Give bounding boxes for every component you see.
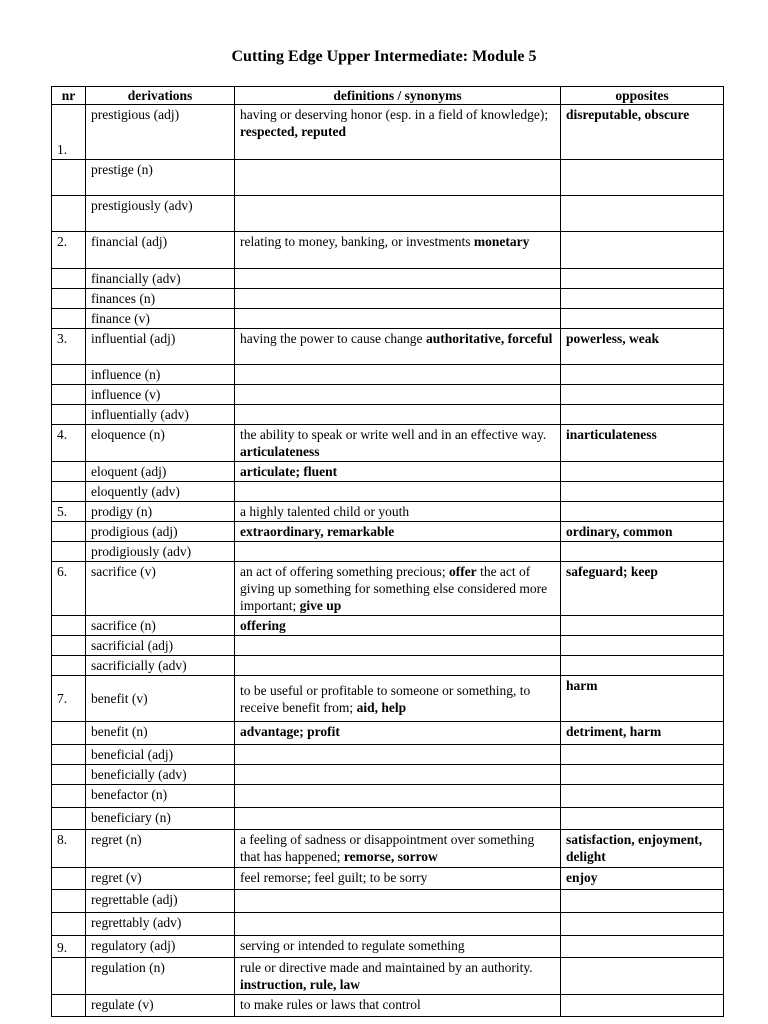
table-row [52, 830, 724, 868]
row-number [52, 958, 86, 995]
opposites-cell [561, 462, 724, 482]
opposites-cell [561, 745, 724, 765]
derivation-cell: regulatory (adj) [86, 936, 235, 958]
definition-cell [235, 936, 561, 958]
definition-cell [235, 913, 561, 936]
definition-cell [235, 365, 561, 385]
table-row [52, 502, 724, 522]
row-number [52, 722, 86, 745]
row-number: 8. [52, 830, 86, 868]
table-row [52, 385, 724, 405]
definition-cell [235, 616, 561, 636]
definition-cell [235, 745, 561, 765]
synonyms-text: instruction, rule, law [240, 977, 360, 992]
definition-text: to make rules or laws that control [240, 997, 421, 1012]
derivation-cell: prestigiously (adv) [86, 196, 235, 232]
row-number [52, 868, 86, 890]
derivation-cell: benefit (v) [86, 676, 235, 722]
opposites-cell [561, 995, 724, 1017]
definition-cell [235, 385, 561, 405]
table-row [52, 676, 724, 722]
synonyms-text: offering [240, 618, 286, 633]
opposites-cell: safeguard; keep [561, 562, 724, 616]
definition-text: feel remorse; feel guilt; to be sorry [240, 870, 428, 885]
table-row [52, 785, 724, 808]
synonyms-text: monetary [473, 234, 530, 249]
row-number: 4. [52, 425, 86, 462]
row-number [52, 482, 86, 502]
derivation-cell: finance (v) [86, 309, 235, 329]
derivation-cell: regrettable (adj) [86, 890, 235, 913]
definition-cell [235, 868, 561, 890]
derivation-cell: financial (adj) [86, 232, 235, 269]
definition-cell [235, 105, 561, 160]
synonyms-text: aid, help [356, 699, 407, 715]
table-row [52, 722, 724, 745]
definition-text: the act of giving up something for something else considered more important; [240, 564, 548, 613]
derivation-cell: finances (n) [86, 289, 235, 309]
synonyms-text: extraordinary, remarkable [240, 524, 395, 539]
definition-cell [235, 462, 561, 482]
opposites-cell [561, 636, 724, 656]
opposites-cell [561, 405, 724, 425]
opposites-cell [561, 309, 724, 329]
definition-text: serving or intended to regulate something [240, 938, 465, 953]
definition-cell [235, 995, 561, 1017]
definition-text: an act of offering something precious; [240, 564, 449, 579]
derivation-cell: sacrificial (adj) [86, 636, 235, 656]
table-row [52, 462, 724, 482]
table-row [52, 482, 724, 502]
derivation-cell: regulate (v) [86, 995, 235, 1017]
definition-text: relating to money, banking, or investments [240, 234, 474, 249]
derivation-cell: prodigiously (adv) [86, 542, 235, 562]
row-number [52, 385, 86, 405]
derivation-cell: beneficiary (n) [86, 808, 235, 830]
vocabulary-table [51, 86, 724, 1017]
derivation-cell: regret (n) [86, 830, 235, 868]
definition-cell [235, 722, 561, 745]
definition-cell [235, 232, 561, 269]
definition-text: the ability to speak or write well and in an effective way. [240, 427, 547, 442]
row-number [52, 913, 86, 936]
synonyms-text: remorse, sorrow [343, 849, 438, 864]
header-definitions: definitions / synonyms [235, 87, 561, 105]
opposites-cell: powerless, weak [561, 329, 724, 365]
definition-cell [235, 830, 561, 868]
table-row [52, 913, 724, 936]
definition-cell [235, 890, 561, 913]
row-number [52, 405, 86, 425]
table-row [52, 995, 724, 1017]
definition-cell [235, 808, 561, 830]
opposites-cell [561, 502, 724, 522]
row-number [52, 309, 86, 329]
definition-text: to be useful or profitable to someone or something, to receive benefit from; [240, 682, 531, 715]
opposites-cell: enjoy [561, 868, 724, 890]
row-number [52, 785, 86, 808]
derivation-cell: influence (n) [86, 365, 235, 385]
opposites-cell [561, 890, 724, 913]
definition-text: a feeling of sadness or disappointment over something that has happened; [240, 832, 535, 864]
definition-cell [235, 289, 561, 309]
opposites-cell [561, 160, 724, 196]
row-number [52, 995, 86, 1017]
table-row [52, 425, 724, 462]
derivation-cell: benefactor (n) [86, 785, 235, 808]
definition-cell [235, 562, 561, 616]
opposites-cell [561, 808, 724, 830]
opposites-cell: inarticulateness [561, 425, 724, 462]
row-number: 9. [52, 936, 86, 958]
table-row [52, 365, 724, 385]
header-nr: nr [52, 87, 86, 105]
row-number: 7. [52, 676, 86, 722]
opposites-cell [561, 542, 724, 562]
table-row [52, 616, 724, 636]
row-number [52, 765, 86, 785]
opposites-cell [561, 936, 724, 958]
opposites-cell [561, 289, 724, 309]
opposites-cell [561, 785, 724, 808]
opposites-cell [561, 196, 724, 232]
opposites-cell [561, 385, 724, 405]
row-number: 6. [52, 562, 86, 616]
opposites-cell [561, 958, 724, 995]
opposites-cell: detriment, harm [561, 722, 724, 745]
table-header-row [52, 87, 724, 105]
derivation-cell: influentially (adv) [86, 405, 235, 425]
row-number: 2. [52, 232, 86, 269]
definition-cell [235, 765, 561, 785]
opposites-cell [561, 765, 724, 785]
definition-cell [235, 405, 561, 425]
page-title: Cutting Edge Upper Intermediate: Module 5 [231, 48, 537, 65]
row-number [52, 196, 86, 232]
table-row [52, 232, 724, 269]
row-number [52, 542, 86, 562]
row-number [52, 160, 86, 196]
definition-cell [235, 785, 561, 808]
table-row [52, 329, 724, 365]
opposites-cell [561, 482, 724, 502]
table-row [52, 958, 724, 995]
table-row [52, 196, 724, 232]
synonyms-text: articulateness [240, 444, 320, 459]
derivation-cell: influential (adj) [86, 329, 235, 365]
synonyms-text: articulate; fluent [240, 464, 338, 479]
table-row [52, 309, 724, 329]
header-opposites: opposites [561, 87, 724, 105]
derivation-cell: prestige (n) [86, 160, 235, 196]
synonyms-text: give up [299, 598, 342, 613]
derivation-cell: financially (adv) [86, 269, 235, 289]
synonyms-text: authoritative, forceful [425, 331, 553, 346]
table-row [52, 765, 724, 785]
derivation-cell: regrettably (adv) [86, 913, 235, 936]
synonyms-text: offer [448, 564, 477, 579]
derivation-cell: prodigious (adj) [86, 522, 235, 542]
opposites-cell [561, 913, 724, 936]
definition-text: having the power to cause change [240, 331, 426, 346]
row-number: 1. [52, 105, 86, 160]
definition-text: a highly talented child or youth [240, 504, 410, 519]
table-row [52, 745, 724, 765]
table-row [52, 936, 724, 958]
table-row [52, 522, 724, 542]
derivation-cell: sacrifice (n) [86, 616, 235, 636]
definition-cell [235, 958, 561, 995]
opposites-cell [561, 616, 724, 636]
table-row [52, 289, 724, 309]
row-number [52, 522, 86, 542]
definition-cell [235, 542, 561, 562]
row-number [52, 269, 86, 289]
definition-cell [235, 196, 561, 232]
definition-cell [235, 676, 561, 722]
table-row [52, 160, 724, 196]
derivation-cell: eloquently (adv) [86, 482, 235, 502]
derivation-cell: beneficial (adj) [86, 745, 235, 765]
definition-cell [235, 636, 561, 656]
opposites-cell: harm [561, 676, 724, 722]
row-number [52, 808, 86, 830]
definition-cell [235, 269, 561, 289]
derivation-cell: eloquence (n) [86, 425, 235, 462]
row-number [52, 636, 86, 656]
definition-cell [235, 160, 561, 196]
table-row [52, 405, 724, 425]
table-row [52, 636, 724, 656]
row-number [52, 616, 86, 636]
definition-text: rule or directive made and maintained by an authority. [240, 960, 533, 975]
row-number [52, 890, 86, 913]
table-row [52, 656, 724, 676]
table-row [52, 890, 724, 913]
row-number: 5. [52, 502, 86, 522]
opposites-cell: disreputable, obscure [561, 105, 724, 160]
table-row [52, 269, 724, 289]
opposites-cell: ordinary, common [561, 522, 724, 542]
row-number [52, 656, 86, 676]
opposites-cell [561, 269, 724, 289]
table-row [52, 808, 724, 830]
derivation-cell: sacrificially (adv) [86, 656, 235, 676]
derivation-cell: eloquent (adj) [86, 462, 235, 482]
synonyms-text: advantage; profit [240, 724, 340, 739]
table-row [52, 562, 724, 616]
derivation-cell: prodigy (n) [86, 502, 235, 522]
derivation-cell: influence (v) [86, 385, 235, 405]
definition-cell [235, 329, 561, 365]
derivation-cell: sacrifice (v) [86, 562, 235, 616]
synonyms-text: respected, reputed [240, 124, 346, 139]
derivation-cell: benefit (n) [86, 722, 235, 745]
definition-cell [235, 522, 561, 542]
table-row [52, 868, 724, 890]
opposites-cell [561, 232, 724, 269]
definition-cell [235, 309, 561, 329]
row-number: 3. [52, 329, 86, 365]
opposites-cell [561, 656, 724, 676]
definition-cell [235, 482, 561, 502]
derivation-cell: regulation (n) [86, 958, 235, 995]
derivation-cell: beneficially (adv) [86, 765, 235, 785]
header-derivations: derivations [86, 87, 235, 105]
opposites-cell [561, 365, 724, 385]
row-number [52, 289, 86, 309]
row-number [52, 745, 86, 765]
opposites-cell: satisfaction, enjoyment, delight [561, 830, 724, 868]
definition-cell [235, 502, 561, 522]
definition-cell [235, 656, 561, 676]
table-row [52, 542, 724, 562]
derivation-cell: regret (v) [86, 868, 235, 890]
derivation-cell: prestigious (adj) [86, 105, 235, 160]
row-number [52, 462, 86, 482]
table-row [52, 105, 724, 160]
row-number [52, 365, 86, 385]
definition-text: having or deserving honor (esp. in a field of knowledge); [240, 107, 549, 122]
definition-cell [235, 425, 561, 462]
